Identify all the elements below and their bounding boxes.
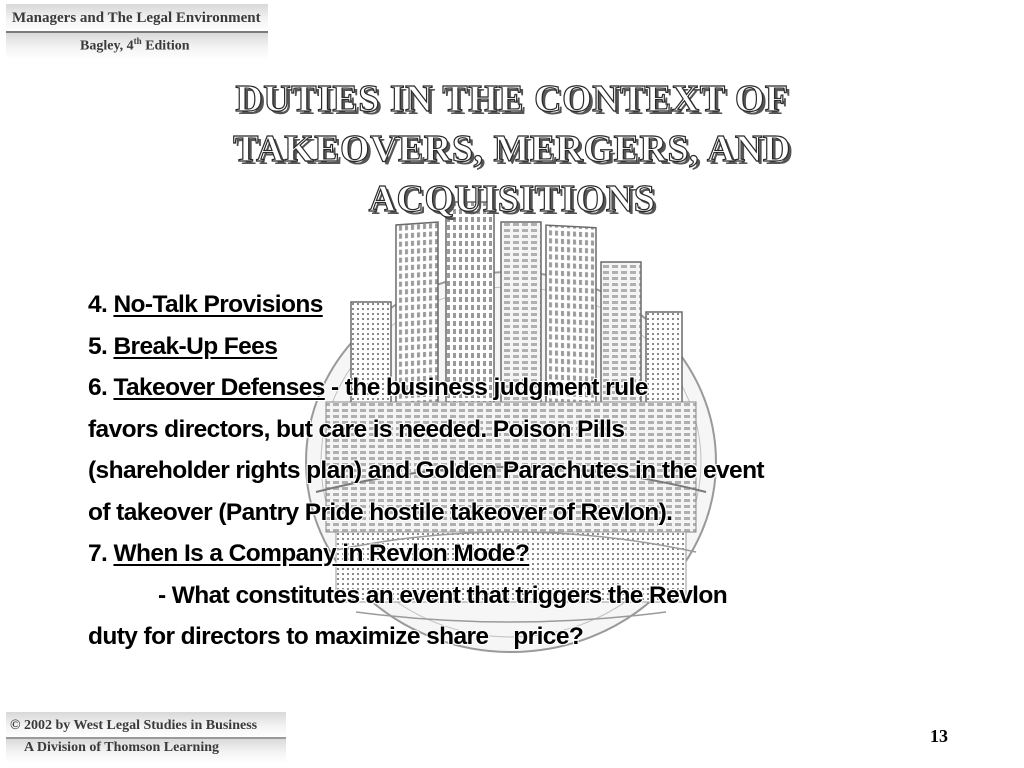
item-7 bbox=[88, 533, 918, 575]
item-4 bbox=[88, 284, 918, 326]
item-6-text-1: - the business judgment rule bbox=[324, 374, 648, 401]
book-edition bbox=[80, 36, 190, 55]
item-4-heading: No-Talk Provisions bbox=[113, 291, 323, 318]
item-5-number: 5. bbox=[88, 332, 114, 360]
publisher-line: A Division of Thomson Learning bbox=[24, 740, 220, 755]
slide-body bbox=[88, 284, 918, 658]
item-6-text-3: (shareholder rights plan) and Golden Parachutes in the event bbox=[88, 457, 764, 484]
item-4-number: 4. bbox=[88, 291, 114, 318]
slide-title bbox=[130, 74, 894, 224]
edition-prefix: Bagley, 4 bbox=[80, 38, 134, 54]
copyright-line: © 2002 by West Legal Studies in Business bbox=[10, 718, 258, 733]
item-5 bbox=[88, 326, 918, 368]
item-6-heading: Takeover Defenses bbox=[113, 374, 325, 401]
edition-suffix: Edition bbox=[141, 38, 190, 54]
header-banner bbox=[6, 4, 268, 60]
item-7-text-2: duty for directors to maximize share price? bbox=[88, 623, 584, 650]
item-6 bbox=[88, 367, 918, 409]
item-6-number: 6. bbox=[88, 374, 114, 401]
book-title: Managers and The Legal Environment bbox=[12, 10, 261, 26]
footer-divider bbox=[6, 737, 286, 739]
slide-title-line-1: DUTIES IN THE CONTEXT OF bbox=[235, 78, 789, 120]
footer-banner bbox=[6, 712, 286, 764]
slide-title-line-3: ACQUISITIONS bbox=[368, 178, 656, 220]
slide-title-line-2: TAKEOVERS, MERGERS, AND bbox=[233, 128, 791, 170]
header-divider bbox=[6, 31, 268, 33]
item-6-text-2: favors directors, but care is needed. Poison Pills bbox=[88, 415, 625, 443]
item-7-text-1: - What constitutes an event that triggers the Revlon bbox=[158, 581, 728, 609]
item-5-heading: Break-Up Fees bbox=[113, 332, 278, 360]
edition-superscript: th bbox=[133, 36, 142, 46]
page-number: 13 bbox=[930, 726, 948, 746]
item-6-text-4: of takeover (Pantry Pride hostile takeover of Revlon). bbox=[88, 498, 673, 526]
item-7-heading: When Is a Company in Revlon Mode? bbox=[113, 540, 530, 567]
item-7-number: 7. bbox=[88, 540, 114, 567]
